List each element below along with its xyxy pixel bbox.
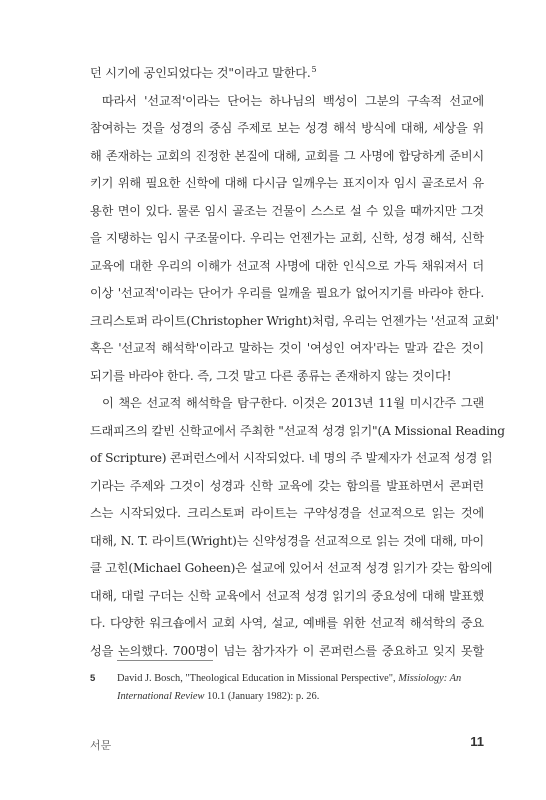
- text-line: [90, 308, 499, 336]
- text-line: [90, 143, 484, 171]
- text-line-content: 성을 논의했다. 700명이 넘는 참가자가 이 콘퍼런스를 중요하고 잊지 못할: [90, 643, 484, 658]
- text-line-content: of Scripture) 콘퍼런스에서 시작되었다. 네 명의 주 발제자가 선교적 성경 읽: [90, 451, 493, 465]
- text-line-content: 대해, N. T. 라이트(Wright)는 신약성경을 선교적으로 읽는 것에 대해, 마이: [90, 533, 484, 548]
- text-line: [90, 445, 493, 473]
- text-line: [90, 198, 484, 226]
- text-line-content: 크리스토퍼 라이트(Christopher Wright)처럼, 우리는 언젠가는 '선교적 교회': [90, 313, 499, 328]
- footnote: [90, 670, 490, 706]
- page-number: 11: [470, 734, 484, 749]
- text-line-content: 해 존재하는 교회의 진정한 본질에 대해, 교회를 그 사명에 합당하게 준비시: [90, 148, 484, 163]
- text-line: [90, 390, 484, 418]
- text-line: [90, 500, 484, 528]
- text-line: [90, 253, 484, 281]
- text-line: [90, 170, 484, 198]
- text-line: [90, 60, 484, 88]
- text-line: [90, 583, 484, 611]
- text-line: [90, 280, 484, 308]
- text-line-content: 이 책은 선교적 해석학을 탐구한다. 이것은 2013년 11월 미시간주 그랜: [102, 396, 484, 410]
- text-line: [90, 335, 484, 363]
- text-line-content: 키기 위해 필요한 신학에 대해 다시금 일깨우는 표지이자 임시 골조로서 유: [90, 176, 484, 190]
- body-text: [90, 60, 505, 665]
- footnote-number: 5: [90, 673, 96, 684]
- footnote-suffix: 10.1 (January 1982): p. 26.: [204, 691, 320, 702]
- text-line: [90, 610, 484, 638]
- text-line-content: 스는 시작되었다. 크리스토퍼 라이트는 구약성경을 선교적으로 읽는 것에: [90, 506, 484, 520]
- text-line-content: 다. 다양한 워크숍에서 교회 사역, 설교, 예배를 위한 선교적 해석학의 중요: [90, 616, 484, 630]
- text-line-content: 클 고힌(Michael Goheen)은 설교에 있어서 선교적 성경 읽기가 갖는 함의에: [90, 561, 493, 575]
- text-line: [90, 473, 484, 501]
- text-line-content: 따라서 '선교적'이라는 단어는 하나님의 백성이 그분의 구속적 선교에: [102, 93, 484, 108]
- text-line-content: 용한 면이 있다. 물론 임시 골조는 건물이 스스로 설 수 있을 때까지만 그것: [90, 203, 484, 218]
- text-line-content: 되기를 바라야 한다. 즉, 그것 말고 다른 종류는 존재하지 않는 것이다!: [90, 368, 452, 383]
- text-line-content: 교육에 대한 우리의 이해가 선교적 사명에 대한 인식으로 가득 채워져서 더: [90, 258, 484, 273]
- footnote-journal: Missiology: An International Review: [117, 673, 462, 702]
- text-line-content: 대해, 대럴 구더는 신학 교육에서 선교적 성경 읽기의 중요성에 대해 발표했: [90, 588, 484, 603]
- text-line: [90, 115, 484, 143]
- text-line-content: 던 시기에 공인되었다는 것"이라고 말한다.: [90, 66, 311, 80]
- text-line: [90, 88, 484, 116]
- text-line: [90, 363, 484, 391]
- footnote-divider: [117, 660, 213, 661]
- text-line-content: 드래피즈의 칼빈 신학교에서 주최한 "선교적 성경 읽기"(A Missional Reading: [90, 423, 505, 438]
- footnote-prefix: David J. Bosch, "Theological Education in Missional Perspective",: [117, 673, 399, 684]
- footnote-text: [117, 670, 490, 706]
- text-line: [90, 528, 484, 556]
- text-line-content: 이상 '선교적'이라는 단어가 우리를 일깨울 필요가 없어지기를 바라야 한다.: [90, 286, 484, 300]
- text-line: [90, 555, 493, 583]
- text-line: [90, 418, 505, 446]
- text-line-content: 혹은 '선교적 해석학'이라고 말하는 것이 '여성인 여자'라는 말과 같은 것이: [90, 341, 484, 355]
- text-line-content: 기라는 주제와 그것이 성경과 신학 교육에 갖는 함의를 발표하면서 콘퍼런: [90, 478, 484, 493]
- section-label: 서문: [90, 739, 112, 752]
- text-line-content: 참여하는 것을 성경의 중심 주제로 보는 성경 해석 방식에 대해, 세상을 위: [90, 121, 484, 135]
- text-line: [90, 225, 484, 253]
- footnote-reference[interactable]: 5: [311, 65, 317, 74]
- text-line-content: 을 지탱하는 임시 구조물이다. 우리는 언젠가는 교회, 신학, 성경 해석, 신학: [90, 231, 484, 245]
